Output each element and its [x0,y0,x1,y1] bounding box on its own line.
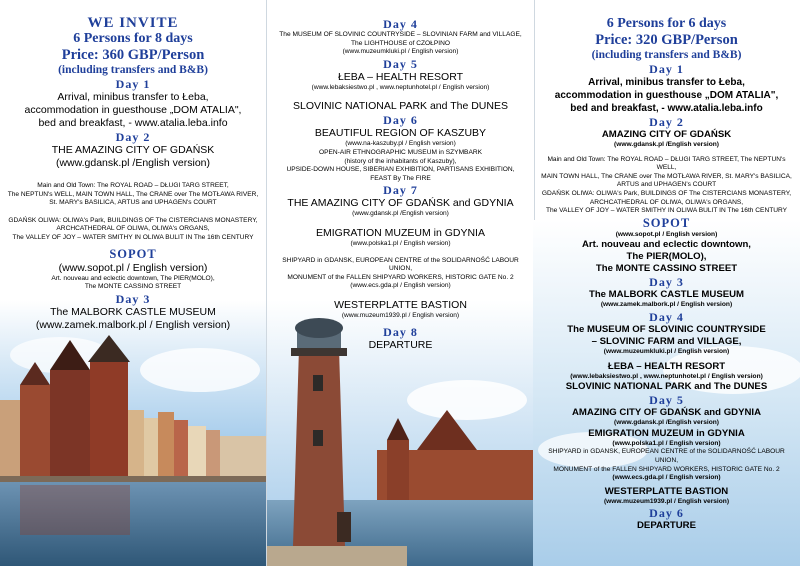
day4-line2: The LIGHTHOUSE of CZOŁPINO [351,39,450,47]
day2-oliwa-line1: GDAŃSK OLIWA: OLIWA's Park, BUILDINGS OF The CISTERCIANS MONASTERY, [8,216,258,224]
offer2-day5-shipyard-line1: SHIPYARD in GDANSK, EUROPEAN CENTRE of the SOLIDARNOŚĆ LABOUR UNION, [548,448,785,464]
panel-right [533,0,800,566]
day3-url: (www.zamek.malbork.pl / English version) [35,318,231,331]
offer2-sopot-url: (www.sopot.pl / English version) [615,230,718,238]
offer2-day4-label: Day 4 [649,309,684,324]
offer2-day1-line3: bed and breakfast, - www.atalia.leba.info [570,103,763,114]
day6-line3: UPSIDE-DOWN HOUSE, SIBERIAN EXHIBITION, PARTISANS EXHIBITION, [286,166,515,174]
day4-url: (www.muzeumkluki.pl / English version) [342,48,459,56]
sopot-url: (www.sopot.pl / English version) [58,261,208,274]
sopot-label: SOPOT [109,246,157,261]
offer2-day4-line2: – SLOVINIC FARM and VILLAGE, [591,335,742,347]
sopot-line1: Art. nouveau and eclectic downtown, The PIER(MOLO), [51,274,215,282]
day1-line3: bed and breakfast, - www.atalia.leba.info [38,117,228,129]
day6-line1: OPEN-AIR ETHNOGRAPHIC MUSEUM in SZYMBARK [318,148,483,156]
day5-url: (www.lebaksiestwo.pl , www.neptunhotel.pl / English version) [311,83,490,91]
day2-main-line3: St. MARY's BASILICA, ARTUS and UPHAGEN's COURT [49,199,217,207]
day2-url: (www.gdansk.pl /English version) [55,157,211,169]
offer2-day5-label: Day 5 [649,393,684,408]
offer2-day2-main-line2: MAIN TOWN HALL, The CRANE over The MOTŁAWA RIVER, St. MARY's BASILICA, [541,172,792,180]
offer2-sopot-label: SOPOT [642,215,691,230]
offer2-leba-park: SLOVINIC NATIONAL PARK and The DUNES [565,381,768,393]
offer2-day1-label: Day 1 [649,62,684,76]
day7-title: THE AMAZING CITY OF GDAŃSK and GDYNIA [287,197,514,210]
offer2-day3-url: (www.zamek.malbork.pl / English version) [600,301,733,309]
offer2-day4-line1: The MUSEUM OF SLOVINIC COUNTRYSIDE [567,323,766,335]
offer2-day5-westerplatte-url: (www.muzeum1939.pl / English version) [603,497,730,505]
offer2-day2-oliwa-line1: GDAŃSK OLIWA: OLIWA's Park, BUILDINGS OF The CISTERCIANS MONASTERY, [541,189,792,197]
day6-label: Day 6 [383,113,418,128]
day2-oliwa-line3: The VALLEY OF JOY – WATER SMITHY IN OLIWA BULIT IN The 16th CENTURY [12,233,254,241]
offer2-including: (including transfers and B&B) [591,49,742,61]
offer2-day5-emigration: EMIGRATION MUZEUM in GDYNIA [588,427,745,439]
offer2-leba-title: ŁEBA – HEALTH RESORT [607,360,726,372]
day5-park: SLOVINIC NATIONAL PARK and The DUNES [293,100,508,113]
offer2-day2-oliwa-line2: ARCHCATHEDRAL OF OLIWA, OLIWA's ORGANS, [589,198,744,206]
offer2-day2-main-line3: ARTUS and UPHAGEN's COURT [616,181,717,189]
day2-main-line2: The NEPTUN's WELL, MAIN TOWN HALL, The CRANE over The MOTŁAWA RIVER, [7,190,259,198]
offer2-persons: 6 Persons for 6 days [606,16,727,31]
sopot-line2: The MONTE CASSINO STREET [84,283,182,291]
offer2-day2-url: (www.gdansk.pl /English version) [614,141,719,148]
day8-label: Day 8 [383,324,418,339]
day6-line2: (history of the inhabitants of Kaszuby), [344,157,457,165]
panel-left [0,0,266,566]
panel-middle-content [267,17,534,352]
offer2-day5-url: (www.gdansk.pl /English version) [614,419,719,427]
day7-westerplatte: WESTERPLATTE BASTION [334,298,467,311]
offer2-day5-westerplatte: WESTERPLATTE BASTION [604,485,729,497]
offer-persons: 6 Persons for 8 days [73,31,193,46]
day3-title: The MALBORK CASTLE MUSEUM [50,305,216,318]
invite-heading: WE INVITE [87,15,179,31]
offer2-day4-url: (www.muzeumkluki.pl / English version) [603,347,730,355]
offer2-leba-url: (www.lebaksiestwo.pl , www.neptunhotel.pl / English version) [570,372,763,380]
day4-line1: The MUSEUM OF SLOVINIC COUNTRYSIDE – SLOVINIAN FARM and VILLAGE, [279,31,522,38]
panel-middle [266,0,535,566]
offer2-day2-title: AMAZING CITY OF GDAŃSK [601,129,732,140]
offer2-day2-main-line1: Main and Old Town: The ROYAL ROAD – DŁUGI TARG STREET, The NEPTUN's WELL, [547,155,786,172]
day1-line2: accommodation in guesthouse „DOM ATALIA", [24,104,242,116]
offer-including: (including transfers and B&B) [58,64,208,76]
offer2-day5-shipyard-line2: MONUMENT of the FALLEN SHIPYARD WORKERS, HISTORIC GATE No. 2 [553,465,780,473]
offer2-day1-line2: accommodation in guesthouse „DOM ATALIA", [554,90,779,101]
day7-emigration-url: (www.polska1.pl / English version) [350,239,451,247]
offer2-day5-shipyard-url: (www.ecs.gda.pl / English version) [612,474,721,482]
offer-price: Price: 360 GBP/Person [61,47,205,63]
day7-url: (www.gdansk.pl /English version) [352,210,449,218]
offer2-day6-label: Day 6 [649,506,684,521]
day2-title: THE AMAZING CITY OF GDAŃSK [51,144,215,156]
offer2-price: Price: 320 GBP/Person [595,32,738,48]
day3-label: Day 3 [115,291,151,306]
day6-url: (www.na-kaszuby.pl / English version) [345,140,456,148]
day4-label: Day 4 [383,17,418,31]
day7-shipyard-line1: SHIPYARD in GDANSK, EUROPEAN CENTRE of the SOLIDARNOŚĆ LABOUR UNION, [282,256,519,273]
day7-shipyard-line2: MONUMENT of the FALLEN SHIPYARD WORKERS, HISTORIC GATE No. 2 [287,273,514,281]
day7-shipyard-url: (www.ecs.gda.pl / English version) [350,282,451,290]
gdansk-crane-photo [0,300,266,566]
panel-right-content [533,16,800,532]
offer2-day2-label: Day 2 [649,115,684,129]
offer2-sopot-line3: The MONTE CASSINO STREET [595,263,738,275]
offer2-day2-oliwa-line3: The VALLEY OF JOY – WATER SMITHY IN OLIWA BULIT IN The 16th CENTURY [545,207,788,215]
day5-label: Day 5 [383,56,418,71]
day2-label: Day 2 [115,130,151,144]
day7-label: Day 7 [383,183,418,198]
day1-label: Day 1 [115,77,151,91]
offer2-day5-title: AMAZING CITY OF GDAŃSK and GDYNIA [571,407,762,419]
offer2-day3-label: Day 3 [649,275,684,290]
offer2-day3-title: The MALBORK CASTLE MUSEUM [588,289,745,301]
day5-title: ŁEBA – HEALTH RESORT [337,70,464,83]
day7-emigration: EMIGRATION MUZEUM in GDYNIA [316,226,485,239]
day7-westerplatte-url: (www.muzeum1939.pl / English version) [341,311,460,319]
day6-title: BEAUTIFUL REGION OF KASZUBY [314,127,487,140]
offer2-sopot-line1: Art. nouveau and eclectic downtown, [582,239,751,251]
day2-main-line1: Main and Old Town: The ROYAL ROAD – DŁUGI TARG STREET, [37,182,229,189]
offer2-sopot-line2: The PIER(MOLO), [626,251,707,263]
offer2-day6-text: DEPARTURE [637,520,696,532]
panel-left-content [0,15,266,332]
day6-line4: FEAST By The FIRE [370,174,431,182]
offer2-day5-emigration-url: (www.polska1.pl / English version) [612,439,721,447]
day2-oliwa-line2: ARCHCATHEDRAL OF OLIWA, OLIWA's ORGANS, [56,225,210,233]
day1-line1: Arrival, minibus transfer to Łeba, [57,91,209,103]
offer2-day1-line1: Arrival, minibus transfer to Łeba, [588,77,745,88]
day8-text: DEPARTURE [368,338,433,351]
